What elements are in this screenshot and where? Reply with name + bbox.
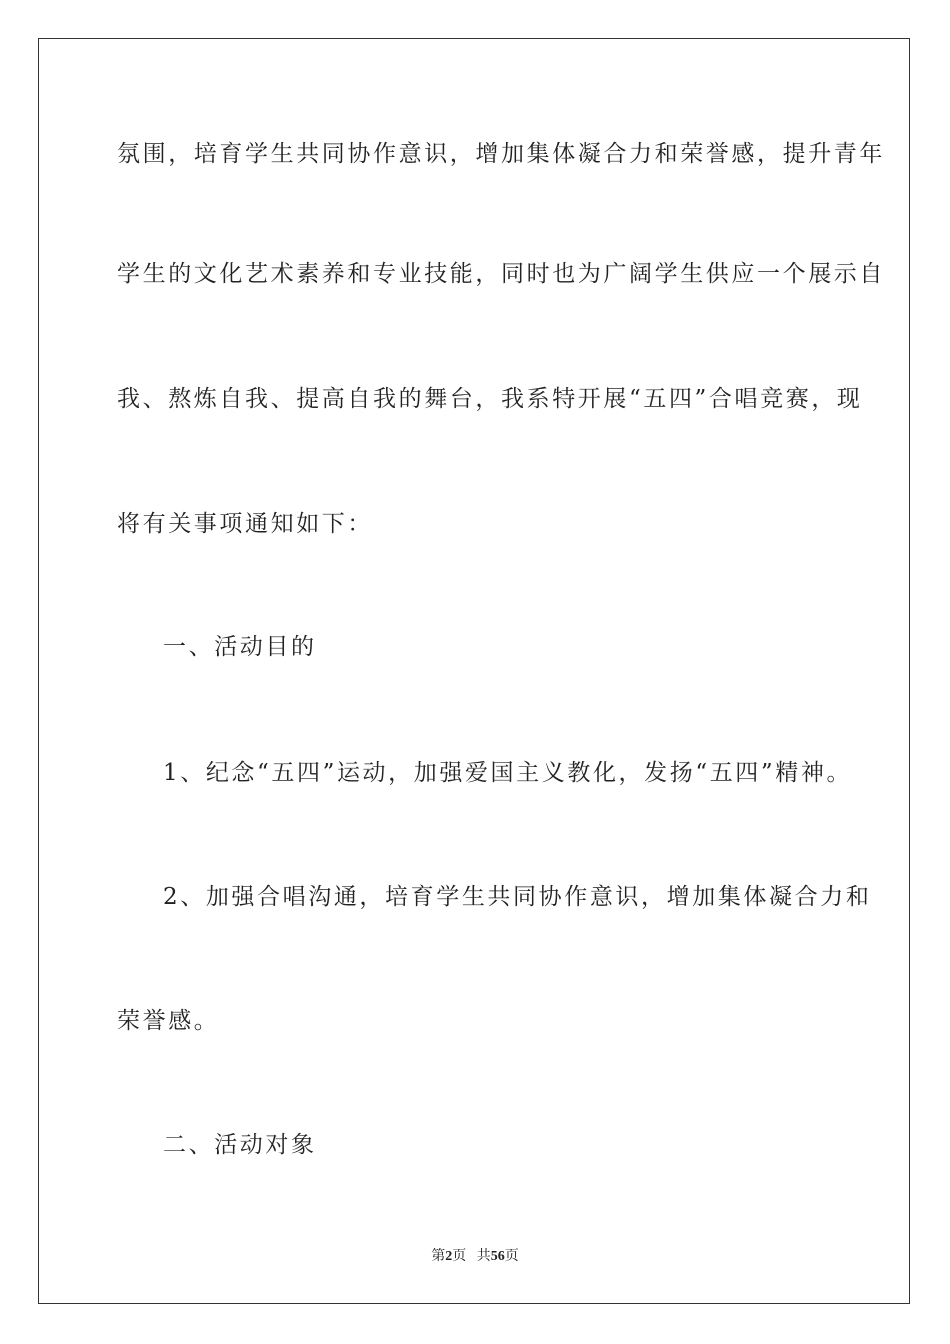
paragraph-line-4: 将有关事项通知如下： xyxy=(117,511,373,537)
footer-total-prefix: 共 xyxy=(476,1249,491,1264)
page-frame xyxy=(38,38,910,1304)
list-item-2-continued: 荣誉感。 xyxy=(117,1008,220,1034)
list-item-2: 2、加强合唱沟通，培育学生共同协作意识，增加集体凝合力和 xyxy=(163,884,872,910)
page-footer xyxy=(0,1248,950,1266)
paragraph-line-1: 氛围，培育学生共同协作意识，增加集体凝合力和荣誉感，提升青年 xyxy=(117,141,885,167)
paragraph-line-2: 学生的文化艺术素养和专业技能，同时也为广阔学生供应一个展示自 xyxy=(117,261,885,287)
list-item-1: 1、纪念“五四”运动，加强爱国主义教化，发扬“五四”精神。 xyxy=(163,760,853,786)
paragraph-line-3: 我、熬炼自我、提高自我的舞台，我系特开展“五四”合唱竞赛，现 xyxy=(117,386,863,412)
section-heading-purpose: 一、活动目的 xyxy=(163,634,317,660)
section-heading-audience: 二、活动对象 xyxy=(163,1132,317,1158)
footer-page-suffix: 页 xyxy=(452,1249,467,1264)
footer-total-pages: 56 xyxy=(490,1249,505,1264)
footer-page-number: 2 xyxy=(445,1249,453,1264)
footer-total-suffix: 页 xyxy=(504,1249,519,1264)
footer-page-prefix: 第 xyxy=(431,1249,446,1264)
